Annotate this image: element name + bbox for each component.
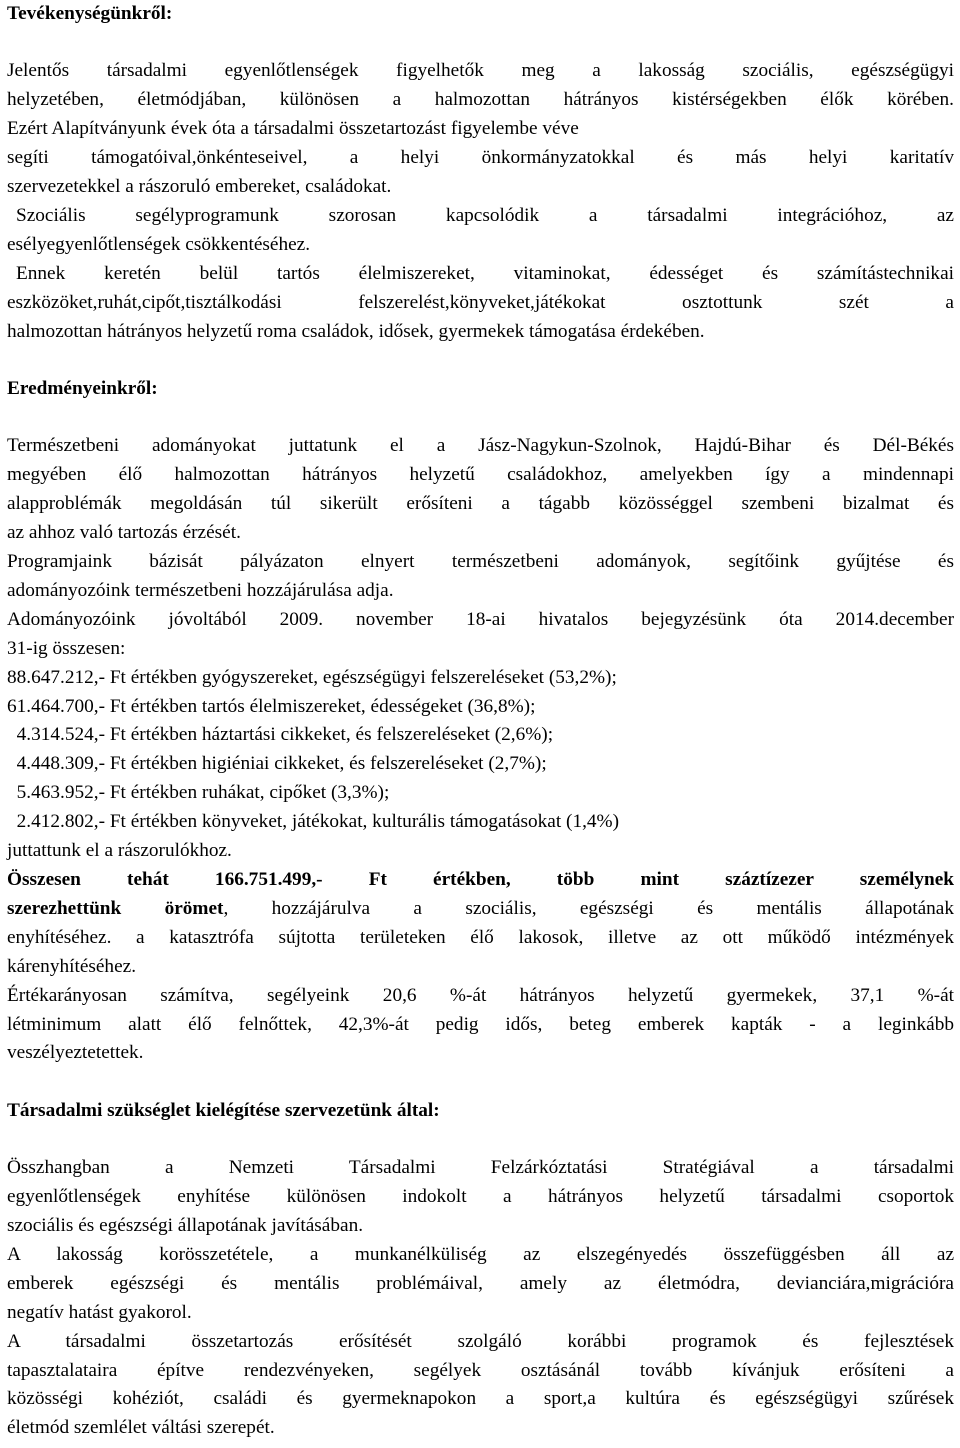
text-line: Természetbeni adományokat juttatunk el a Jász-Nagykun-Szolnok, Hajdú-Bihar és Dél-Békés xyxy=(7,435,954,457)
text-line: Programjaink bázisát pályázaton elnyert természetbeni adományok, segítőink gyűjtése és xyxy=(7,551,954,572)
paragraph xyxy=(7,57,954,346)
text-line: emberek egészségi és mentális problémáival, amely az életmódra, devianciára,migrációra xyxy=(7,1272,954,1294)
donation-line: 4.448.309,- Ft értékben higiéniai cikkeket, és felszereléseket (2,7%); xyxy=(7,753,547,775)
text-line: halmozottan hátrányos helyzetű roma családok, idősek, gyermekek támogatása érdekében. xyxy=(7,320,705,342)
text-line: Ezért Alapítványunk évek óta a társadalmi összetartozást figyelembe véve xyxy=(7,118,579,140)
donation-line: 2.412.802,- Ft értékben könyveket, játékokat, kulturális támogatásokat (1,4%) xyxy=(7,811,620,833)
section-heading: Tevékenységünkről: xyxy=(7,3,173,24)
text-line: létminimum alatt élő felnőttek, 42,3%-át pedig idős, beteg emberek kapták - a leginkább xyxy=(7,1013,954,1035)
total-rest-text: , hozzájárulva a szociális, egészségi és mentális állapotának xyxy=(223,897,955,919)
text-line: Adományozóink jóvoltából 2009. november 18-ai hivatalos bejegyzésünk óta 2014.december xyxy=(7,608,954,630)
text-line: kárenyhítéséhez. xyxy=(7,955,137,977)
total-summary-line: Összesen tehát 166.751.499,- Ft értékben, több mint száztízezer személynek xyxy=(7,868,954,890)
section-results xyxy=(7,375,954,1068)
text-line: esélyegyenlőtlenségek csökkentéséhez. xyxy=(7,233,311,255)
text-line: Összhangban a Nemzeti Társadalmi Felzárkóztatási Stratégiával a társadalmi xyxy=(7,1157,954,1179)
donation-line: 61.464.700,- Ft értékben tartós élelmiszereket, édességeket (36,8%); xyxy=(7,695,536,717)
text-line: Ennek keretén belül tartós élelmiszereket, vitaminokat, édességet és számítástechnikai xyxy=(16,262,954,284)
text-line: eszközöket,ruhát,cipőt,tisztálkodási felszerelést,könyveket,játékokat osztottunk szét a xyxy=(7,291,954,313)
section-heading: Társadalmi szükséglet kielégítése szervezetünk által: xyxy=(7,1099,440,1121)
text-line: alapproblémák megoldásán túl sikerült erősíteni a tágabb közösséggel szembeni bizalmat és xyxy=(7,493,954,515)
paragraph xyxy=(7,432,954,1068)
text-line: segíti támogatóival,önkénteseivel, a helyi önkormányzatokkal és más helyi karitatív xyxy=(7,147,954,169)
donation-line: 5.463.952,- Ft értékben ruhákat, cipőket (3,3%); xyxy=(7,782,390,804)
text-line: egyenlőtlenségek enyhítése különösen indokolt a hátrányos helyzetű társadalmi csoportok xyxy=(7,1186,954,1208)
text-line: tapasztalataira építve rendezvényeken, segélyek osztásánál tovább kívánjuk erősíteni a xyxy=(7,1359,954,1381)
total-summary-line-2 xyxy=(7,895,954,924)
text-line: helyzetében, életmódjában, különösen a halmozottan hátrányos kistérségekben élők körében. xyxy=(7,89,954,111)
text-line: Szociális segélyprogramunk szorosan kapcsolódik a társadalmi integrációhoz, az xyxy=(16,204,954,226)
section-activities xyxy=(7,0,954,346)
text-line: adományozóink természetbeni hozzájárulása adja. xyxy=(7,579,394,601)
text-line: az ahhoz való tartozás érzését. xyxy=(7,522,241,544)
text-line: veszélyeztetettek. xyxy=(7,1042,144,1064)
text-line: Értékarányosan számítva, segélyeink 20,6 %-át hátrányos helyzetű gyermekek, 37,1 %-át xyxy=(7,984,954,1006)
text-line: 31-ig összesen: xyxy=(7,637,126,659)
text-line: szervezetekkel a rászoruló embereket, családokat. xyxy=(7,176,392,198)
text-line: megyében élő halmozottan hátrányos helyzetű családokhoz, amelyekben így a mindennapi xyxy=(7,464,954,486)
text-line: juttattunk el a rászorulókhoz. xyxy=(7,840,232,862)
text-line: közösségi kohéziót, családi és gyermeknapokon a sport,a kultúra és egészségügyi szűrések xyxy=(7,1388,954,1410)
text-line: negatív hatást gyakorol. xyxy=(7,1301,192,1323)
paragraph xyxy=(7,1154,954,1443)
text-line: A társadalmi összetartozás erősítését szolgáló korábbi programok és fejlesztések xyxy=(7,1330,954,1352)
section-social-need xyxy=(7,1097,954,1443)
text-line: Jelentős társadalmi egyenlőtlenségek figyelhetők meg a lakosság szociális, egészségügyi xyxy=(7,60,954,82)
section-heading: Eredményeinkről: xyxy=(7,377,158,399)
text-line: életmód szemlélet váltási szerepét. xyxy=(7,1417,275,1439)
donation-line: 4.314.524,- Ft értékben háztartási cikkeket, és felszereléseket (2,6%); xyxy=(7,724,554,746)
text-line: enyhítéséhez. a katasztrófa sújtotta területeken élő lakosok, illetve az ott működő intézmények xyxy=(7,926,954,948)
text-line: A lakosság korösszetétele, a munkanélküliség az elszegényedés összefüggésben áll az xyxy=(7,1243,954,1265)
donation-line: 88.647.212,- Ft értékben gyógyszereket, egészségügyi felszereléseket (53,2%); xyxy=(7,666,617,688)
total-bold-text: szerezhettünk örömet xyxy=(7,897,224,919)
text-line: szociális és egészségi állapotának javításában. xyxy=(7,1215,364,1237)
